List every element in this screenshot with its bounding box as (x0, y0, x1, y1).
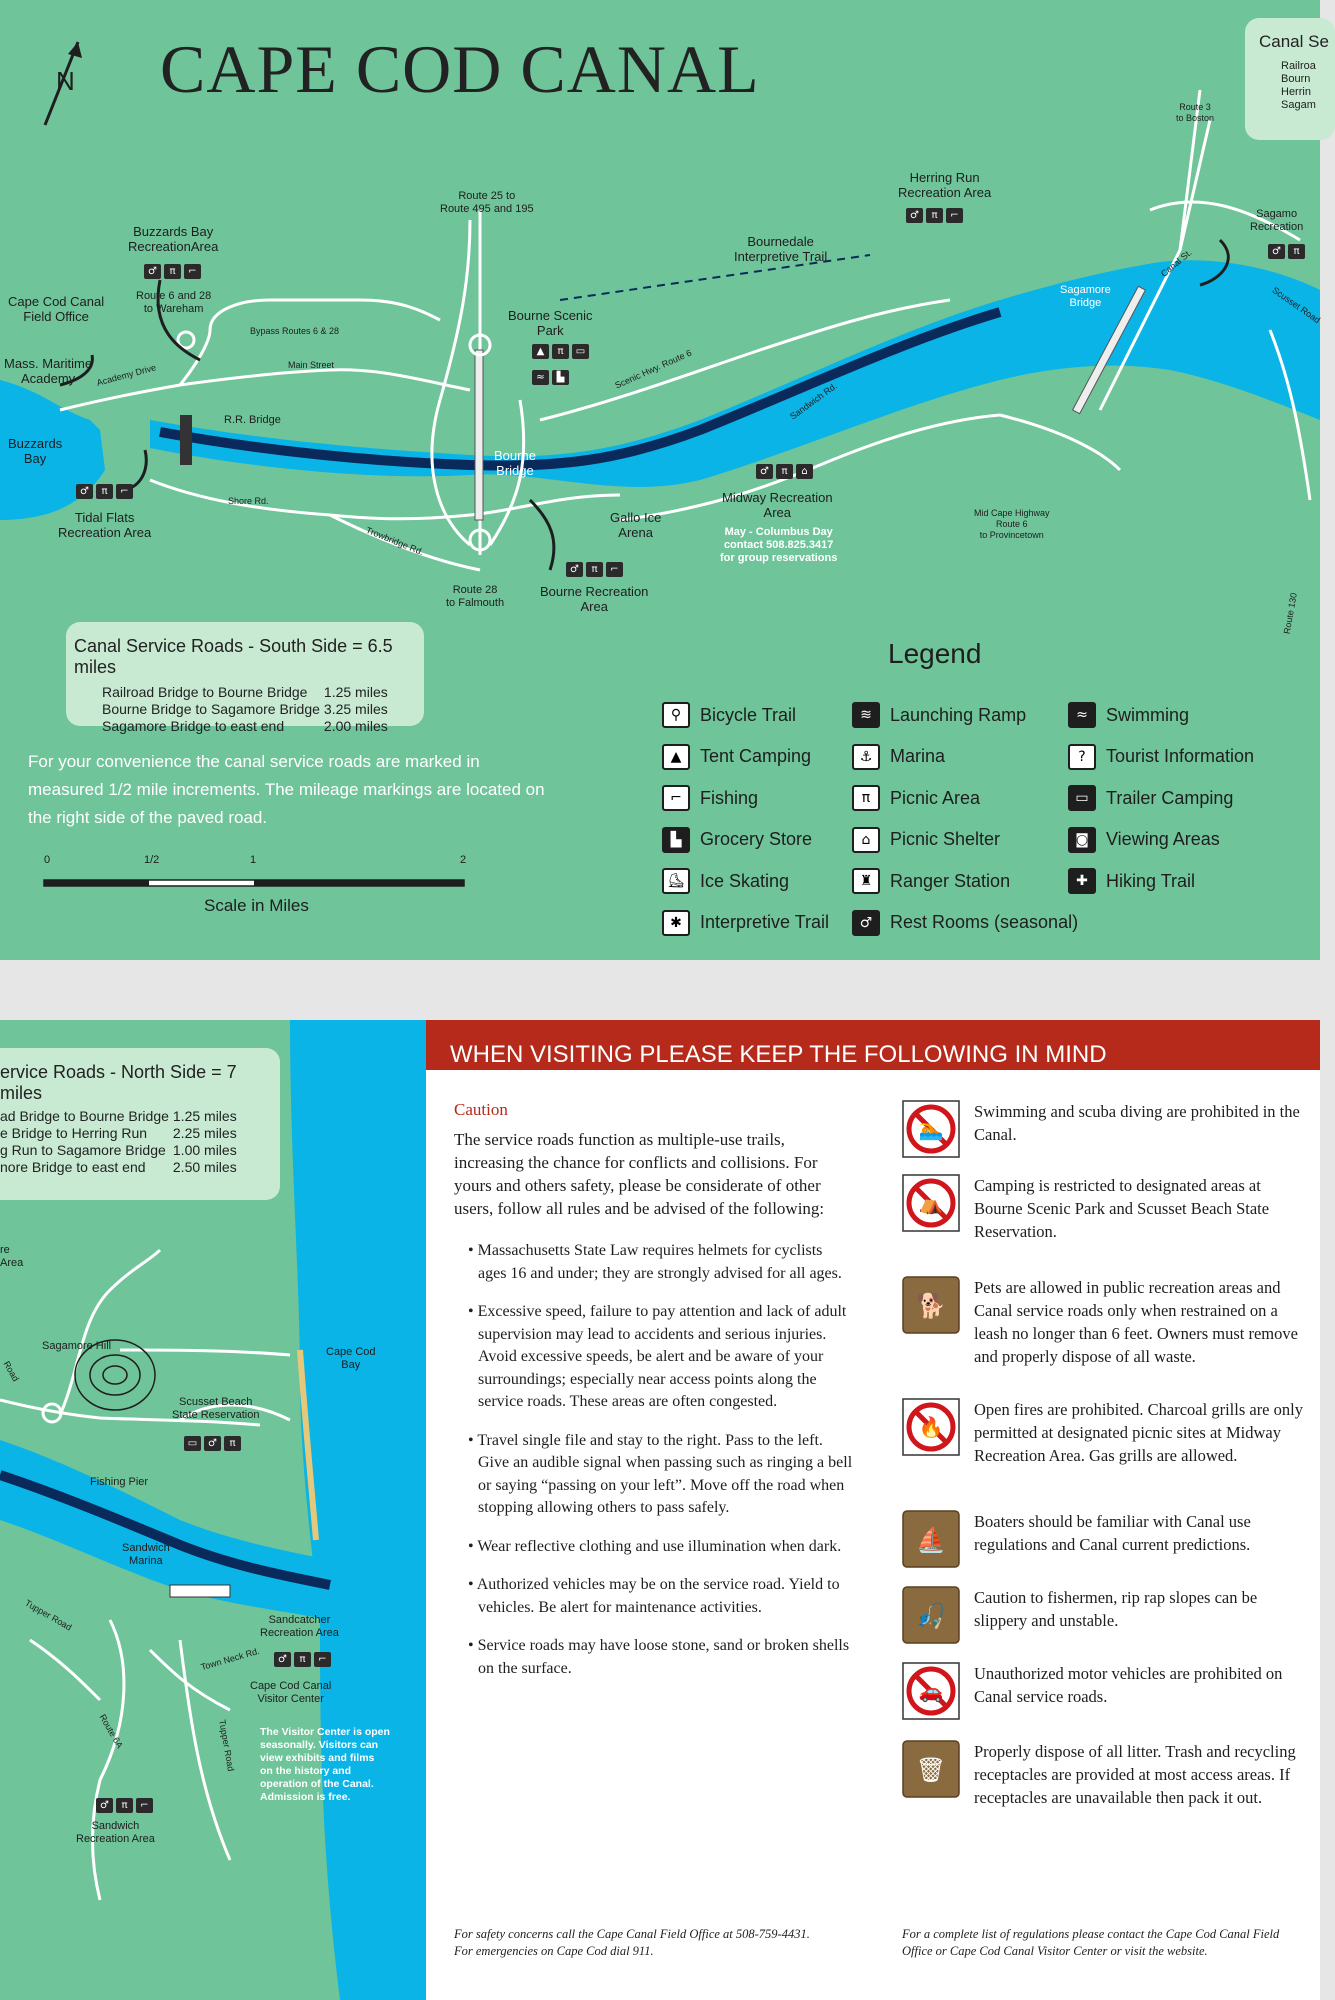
legend-item (1068, 702, 1189, 728)
segment: Sagamore Bridge to east end (102, 718, 285, 734)
buzzards-bay-label: Buzzards Bay (8, 436, 63, 466)
canal-st-label: Canal St. (1158, 247, 1194, 279)
scale-bar (44, 880, 464, 886)
north-roads-table (0, 1108, 241, 1176)
segment: ad Bridge to Bourne Bridge (0, 1108, 169, 1124)
legend-label: Picnic Area (890, 787, 981, 808)
shore-rd-label: Shore Rd. (228, 496, 269, 506)
picnic-area-icon: π (294, 1652, 311, 1667)
svg-text:⛵: ⛵ (916, 1526, 946, 1554)
fishing-icon: ⌐ (136, 1798, 153, 1813)
rule-item (902, 1276, 1304, 1368)
trailer-camping-icon: ▭ (184, 1436, 201, 1451)
distance: 1.25 miles (323, 684, 388, 700)
legend-item (852, 827, 1000, 853)
swimming-icon: ≈ (532, 370, 549, 385)
picnic-area-icon: π (776, 464, 793, 479)
road-label: Road (1, 1359, 21, 1384)
fishing-icon: ⌐ (946, 208, 963, 223)
hiking-trail-icon: ✚ (1068, 868, 1096, 894)
rest-rooms-icon: ♂ (76, 484, 93, 499)
mass-maritime-label: Mass. Maritime Academy (4, 356, 93, 386)
picnic-area-icon: π (164, 264, 181, 279)
canal-map-bottom (0, 1020, 426, 2000)
bullet-item: • Travel single file and stay to the right. Pass to the left. Give an audible signal when passing such as ringing a bell or saying “passing on your left”. Move off the road when stopping allowing others to pass safely. (468, 1431, 853, 1516)
bourne-scenic-icons (532, 344, 589, 359)
svg-text:🚗: 🚗 (918, 1679, 944, 1703)
picnic-shelter-icon: ⌂ (852, 827, 880, 853)
route-28-label: Route 28 to Falmouth (446, 584, 505, 609)
legend-label: Swimming (1106, 704, 1190, 725)
footer-left: For safety concerns call the Cape Canal Field Office at 508-759-4431. For emergencies on Cape Cod dial 911. (454, 1927, 810, 1958)
convenience-note: For your convenience the canal service roads are marked in measured 1/2 mile increments. The mileage markings are located on the right side of the paved road. (28, 752, 545, 827)
legend-label: Interpretive Trail (700, 912, 830, 932)
map-title: CAPE COD CANAL (160, 31, 760, 107)
rest-rooms-icon: ♂ (906, 208, 923, 223)
caution-heading: Caution (454, 1100, 508, 1119)
legend-item (662, 868, 789, 894)
legend-item (1068, 785, 1233, 811)
rest-rooms-icon: ♂ (756, 464, 773, 479)
pets-on-leash-icon (902, 1276, 960, 1334)
bullet-text: Service roads may have loose stone, sand or broken shells on the surface. (477, 1637, 850, 1677)
scale-tick-1: 1 (250, 854, 257, 866)
academy-drive-label: Academy Drive (95, 362, 158, 388)
herring-run-label: Herring Run Recreation Area (898, 170, 992, 200)
picnic-area-icon: π (224, 1436, 241, 1451)
legend-item (852, 868, 1010, 894)
svg-text:🗑: 🗑 (915, 1756, 947, 1784)
no-vehicles-icon (902, 1662, 960, 1720)
bullet-text: Massachusetts State Law requires helmets for cyclists ages 16 and under; they are strongly advised for all ages. (477, 1242, 842, 1282)
bullet-text: Authorized vehicles may be on the service road. Yield to vehicles. Be alert for maintenance activities. (476, 1576, 840, 1616)
legend-item (1068, 868, 1195, 894)
midway-label: Midway Recreation Area (722, 490, 833, 520)
sandwich-rd-label: Sandwich Rd. (788, 380, 839, 422)
legend-label: Viewing Areas (1106, 829, 1220, 849)
scale-tick-half: 1/2 (144, 854, 160, 866)
rule-item (902, 1510, 1304, 1568)
main-street-label: Main Street (288, 360, 335, 370)
svg-text:🔥: 🔥 (918, 1415, 944, 1439)
north-label: N (56, 66, 75, 96)
no-camping-icon (902, 1174, 960, 1232)
distance: 2.50 miles (172, 1159, 237, 1175)
rule-text: Boaters should be familiar with Canal use regulations and Canal current predictions. (974, 1512, 1251, 1554)
visitor-center-note: The Visitor Center is open seasonally. Visitors can view exhibits and films on the history and operation of the Canal. Admission is free. (260, 1726, 390, 1803)
fishing-icon: ⌐ (314, 1652, 331, 1667)
midway-icons (756, 464, 813, 479)
picnic-area-icon: π (552, 344, 569, 359)
legend-label: Marina (890, 746, 946, 766)
tent-icon: ▲ (532, 344, 549, 359)
bypass-label: Bypass Routes 6 & 28 (250, 326, 340, 336)
rr-bridge (180, 415, 192, 465)
re-area-label: re Area (0, 1244, 24, 1269)
legend-label: Rest Rooms (seasonal) (890, 912, 1079, 932)
caution-intro: The service roads function as multiple-use trails, increasing the chance for conflicts and collisions. For yours and others safety, please be considerate of other users, follow all rules and be advised of the following: (454, 1130, 825, 1218)
footer-right: For a complete list of regulations please contact the Cape Cod Canal Field Office or Cape Cod Canal Visitor Center or visit the website. (902, 1927, 1280, 1958)
swimming-icon: ≈ (1068, 702, 1096, 728)
scenic-hwy-label: Scenic Hwy. Route 6 (613, 347, 694, 391)
fishing-icon: ⌐ (662, 785, 690, 811)
bourne-scenic-label: Bourne Scenic Park (508, 308, 593, 338)
tupper-road-2-label: Tupper Road (217, 1718, 237, 1772)
route-130-label: Route 130 (1281, 592, 1299, 635)
svg-text:🐕: 🐕 (916, 1292, 946, 1320)
north-roads-box (0, 1048, 280, 1200)
rule-item (902, 1398, 1304, 1467)
rule-text: Open fires are prohibited. Charcoal grills are only permitted at designated picnic sites at Midway Recreation Area. Gas grills are allowed. (974, 1400, 1303, 1465)
table-row (102, 684, 392, 701)
bullet-item: • Authorized vehicles may be on the service road. Yield to vehicles. Be alert for maintenance activities. (468, 1576, 840, 1616)
bullet-item: • Massachusetts State Law requires helmets for cyclists ages 16 and under; they are strongly advised for all ages. (468, 1242, 842, 1282)
svg-text:🎣: 🎣 (916, 1602, 946, 1630)
fishing-icon: ⌐ (116, 484, 133, 499)
rule-text: Unauthorized motor vehicles are prohibited on Canal service roads. (974, 1664, 1283, 1706)
legend-label: Tent Camping (700, 746, 812, 766)
table-row (0, 1108, 241, 1125)
canal-water-east (0, 1440, 330, 1620)
legend-item (662, 702, 796, 728)
distance: 1.25 miles (172, 1108, 237, 1124)
route-6-28-label: Route 6 and 28 to Wareham (136, 290, 212, 315)
table-row (0, 1125, 241, 1142)
rr-bridge-label: R.R. Bridge (224, 414, 281, 426)
table-row (102, 701, 392, 718)
north-roads-lines-partial: Railroa Bourn Herrin Sagam (1281, 60, 1316, 111)
sandwich-rec-icons (96, 1798, 153, 1813)
town-neck-label: Town Neck Rd. (199, 1645, 261, 1673)
trowbridge-label: Trowbridge Rd. (364, 524, 426, 558)
segment: nore Bridge to east end (0, 1159, 146, 1175)
legend-item (852, 744, 945, 770)
legend-item (852, 702, 1026, 728)
north-roads-title: ervice Roads - North Side = 7 miles (0, 1062, 237, 1103)
scale-tick-0: 0 (44, 854, 51, 866)
rule-item (902, 1740, 1304, 1809)
ice-skating-icon: ⛸ (662, 868, 690, 894)
rule-text: Swimming and scuba diving are prohibited in the Canal. (974, 1102, 1300, 1144)
rule-text: Properly dispose of all litter. Trash and recycling receptacles are provided at most access areas. If receptacles are unavailable then pack it out. (974, 1742, 1296, 1807)
legend-item (662, 744, 811, 770)
interpretive-trail-icon: ✱ (662, 910, 690, 936)
segment: Railroad Bridge to Bourne Bridge (102, 684, 308, 700)
legend-label: Tourist Information (1106, 746, 1255, 766)
bicycle-icon: ⚲ (662, 702, 690, 728)
bourne-rec-label: Bourne Recreation Area (540, 584, 649, 614)
fishing-icon: ⌐ (606, 562, 623, 577)
sandwich-marina-label: Sandwich Marina (122, 1542, 170, 1567)
south-roads-table (102, 684, 392, 735)
legend-label: Grocery Store (700, 829, 813, 849)
grocery-icon: ▙ (552, 370, 569, 385)
svg-text:🏊: 🏊 (918, 1117, 944, 1141)
trailer-camping-icon: ▭ (1068, 785, 1096, 811)
picnic-area-icon: π (586, 562, 603, 577)
legend-label: Launching Ramp (890, 704, 1027, 725)
picnic-area-icon: π (926, 208, 943, 223)
tidal-flats-label: Tidal Flats Recreation Area (58, 510, 152, 540)
rest-rooms-icon: ♂ (144, 264, 161, 279)
table-row (0, 1142, 241, 1159)
legend-title: Legend (888, 638, 982, 669)
sagamore-bridge-label: Sagamore Bridge (1060, 284, 1111, 309)
rest-rooms-icon: ♂ (274, 1652, 291, 1667)
canal-map-top (0, 0, 1329, 960)
scale-tick-2: 2 (460, 854, 467, 866)
svg-text:⛺: ⛺ (918, 1191, 944, 1215)
scusset-icons (184, 1436, 241, 1451)
distance: 2.00 miles (323, 718, 388, 734)
fishing-pier-label: Fishing Pier (90, 1476, 149, 1488)
legend-label: Ranger Station (890, 870, 1011, 891)
table-row (0, 1159, 241, 1176)
bullet-text: Excessive speed, failure to pay attention and lack of adult supervision may lead to accidents and serious injuries. Avoid excessive speeds, be alert and be aware of your surroundings; especially near access points along the service roads. These areas are often congested. (477, 1303, 847, 1410)
bullet-text: Travel single file and stay to the right. Pass to the left. Give an audible signal when passing such as ringing a bell or saying “passing on your left”. Move off the road when stopping allowing others to pass safely. (477, 1431, 853, 1516)
rule-text: Pets are allowed in public recreation areas and Canal service roads only when restrained on a leash no longer than 6 feet. Owners must remove and properly dispose of all waste. (974, 1278, 1298, 1366)
picnic-area-icon: π (96, 484, 113, 499)
bullet-item: • Service roads may have loose stone, sand or broken shells on the surface. (468, 1637, 850, 1677)
sagamore-rec-label: Sagamo Recreation (1250, 208, 1304, 233)
legend-item (852, 910, 1078, 936)
gallo-label: Gallo Ice Arena (610, 510, 662, 540)
north-roads-title-partial: Canal Se (1259, 32, 1329, 51)
ranger-station-icon: ♜ (852, 868, 880, 894)
bourne-rec-icons (566, 562, 623, 577)
rule-item (902, 1100, 1304, 1158)
legend-item (662, 910, 829, 936)
legend-item (852, 785, 980, 811)
sagamore-rec-icons (1268, 244, 1305, 259)
rest-rooms-icon: ♂ (1268, 244, 1285, 259)
segment: Bourne Bridge to Sagamore Bridge (102, 701, 320, 717)
panel-header: WHEN VISITING PLEASE KEEP THE FOLLOWING IN MIND (426, 1020, 1320, 1070)
bullet-item: • Wear reflective clothing and use illumination when dark. (468, 1537, 842, 1555)
bullet-text: Wear reflective clothing and use illumination when dark. (477, 1537, 842, 1555)
distance: 3.25 miles (323, 701, 388, 717)
boating-icon (902, 1510, 960, 1568)
mid-cape-label: Mid Cape Highway Route 6 to Provincetown (974, 508, 1050, 540)
bourne-bridge (475, 350, 483, 520)
scusset-road-label: Scusset Road (1270, 284, 1323, 326)
legend-label: Bicycle Trail (700, 704, 797, 725)
legend-item (1068, 827, 1220, 853)
fishing-icon: ⌐ (184, 264, 201, 279)
legend-item (662, 785, 758, 811)
rule-text: Camping is restricted to designated areas at Bourne Scenic Park and Scusset Beach State Reservation. (974, 1176, 1270, 1241)
launching-ramp-icon: ≋ (852, 702, 880, 728)
caution-column (454, 1100, 854, 1696)
tourist-info-icon: ? (1068, 744, 1096, 770)
viewing-areas-icon: ◙ (1068, 827, 1096, 853)
table-row (102, 718, 392, 735)
grocery-icon: ▙ (662, 827, 690, 853)
bournedale-label: Bournedale Interpretive Trail (734, 234, 828, 264)
distance: 2.25 miles (172, 1125, 237, 1141)
legend-label: Hiking Trail (1106, 870, 1196, 891)
legend-label: Trailer Camping (1106, 787, 1234, 808)
distance: 1.00 miles (172, 1142, 237, 1158)
picnic-area-icon: π (1288, 244, 1305, 259)
visitor-center-label: Cape Cod Canal Visitor Center (250, 1680, 332, 1705)
picnic-area-icon: π (852, 785, 880, 811)
route-6a-label: Route 6A (97, 1712, 125, 1751)
legend-item (1068, 744, 1254, 770)
legend-item (662, 827, 812, 853)
picnic-area-icon: π (116, 1798, 133, 1813)
rule-item (902, 1662, 1304, 1720)
fisherman-icon (902, 1586, 960, 1644)
litter-disposal-icon (902, 1740, 960, 1798)
legend-label: Picnic Shelter (890, 829, 1001, 849)
no-swimming-icon (902, 1100, 960, 1158)
rest-rooms-icon: ♂ (204, 1436, 221, 1451)
sagamore-hill-label: Sagamore Hill (42, 1340, 112, 1352)
segment: g Run to Sagamore Bridge (0, 1142, 166, 1158)
sandwich-rec-label: Sandwich Recreation Area (76, 1820, 155, 1845)
tent-icon: ▲ (662, 744, 690, 770)
segment: e Bridge to Herring Run (0, 1125, 148, 1141)
sandcatcher-icons (274, 1652, 331, 1667)
south-roads-title: Canal Service Roads - South Side = 6.5 miles (74, 636, 393, 677)
rule-text: Caution to fishermen, rip rap slopes can be slippery and unstable. (974, 1588, 1258, 1630)
rest-rooms-icon: ♂ (96, 1798, 113, 1813)
route-25-label: Route 25 to Route 495 and 195 (440, 190, 534, 215)
bourne-scenic-icons-2 (532, 370, 569, 385)
bullet-item: • Excessive speed, failure to pay attention and lack of adult supervision may lead to accidents and serious injuries. Avoid excessive speeds, be alert and be aware of your surroundings; especially near access points along the service roads. These areas are often congested. (468, 1303, 847, 1410)
rule-item (902, 1586, 1304, 1644)
scale-label: Scale in Miles (204, 896, 309, 915)
marina-icon: ⚓ (852, 744, 880, 770)
bourne-bridge-label: Bourne Bridge (494, 448, 536, 478)
visitor-rules-panel (426, 1020, 1320, 2000)
legend-label: Fishing (700, 787, 759, 808)
south-roads-box (66, 622, 424, 734)
no-fires-icon (902, 1398, 960, 1456)
north-roads-box-partial (1245, 18, 1335, 140)
sandcatcher-docks (170, 1585, 230, 1597)
buzzards-bay-rec-label: Buzzards Bay RecreationArea (128, 224, 219, 254)
midway-note: May - Columbus Day contact 508.825.3417 for group reservations (720, 526, 838, 564)
herring-run-icons (906, 208, 963, 223)
tupper-road-label: Tupper Road (23, 1597, 74, 1633)
sandcatcher-label: Sandcatcher Recreation Area (260, 1614, 339, 1639)
rest-rooms-icon: ♂ (566, 562, 583, 577)
legend-label: Ice Skating (700, 870, 790, 891)
rule-item (902, 1174, 1304, 1243)
trailer-camping-icon: ▭ (572, 344, 589, 359)
buzzards-bay-rec-icons (144, 264, 201, 279)
field-office-label: Cape Cod Canal Field Office (8, 294, 105, 324)
cape-cod-bay-label: Cape Cod Bay (326, 1346, 376, 1371)
picnic-shelter-icon: ⌂ (796, 464, 813, 479)
tidal-flats-icons (76, 484, 133, 499)
rest-rooms-icon: ♂ (852, 910, 880, 936)
scusset-label: Scusset Beach State Reservation (172, 1396, 260, 1421)
route3-label: Route 3 to Boston (1176, 102, 1215, 123)
